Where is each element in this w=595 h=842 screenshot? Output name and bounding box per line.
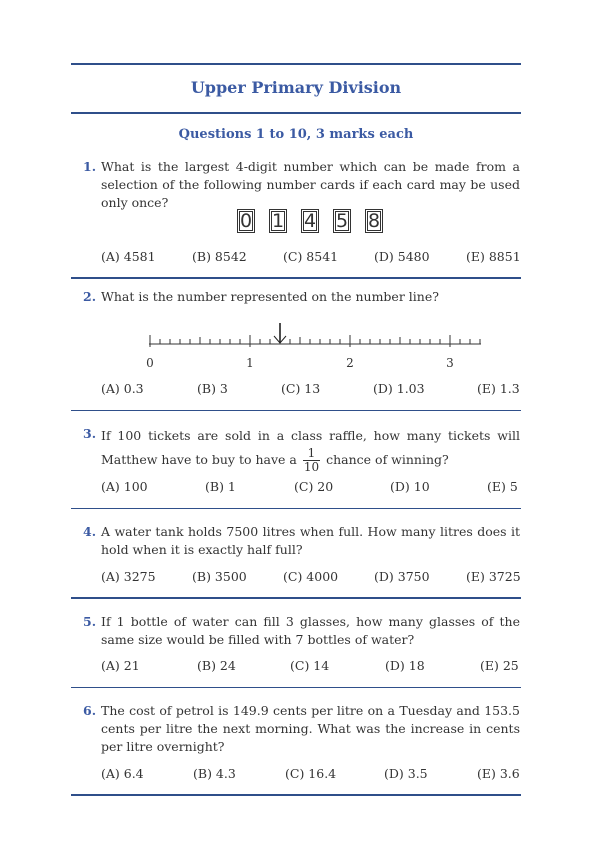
option-d[interactable]: (D) 1.03	[373, 381, 425, 396]
top-rule	[71, 63, 521, 65]
option-a[interactable]: (A) 0.3	[101, 381, 144, 396]
option-e[interactable]: (E) 5	[487, 479, 518, 494]
option-c[interactable]: (C) 16.4	[285, 766, 337, 781]
option-e[interactable]: (E) 3.6	[477, 766, 520, 781]
bottom-rule	[71, 794, 521, 796]
question-number: 2.	[83, 289, 97, 304]
option-a[interactable]: (A) 21	[101, 658, 140, 673]
question-number: 5.	[83, 614, 97, 629]
question-number: 4.	[83, 524, 97, 539]
option-a[interactable]: (A) 100	[101, 479, 148, 494]
option-e[interactable]: (E) 25	[480, 658, 519, 673]
question-number: 6.	[83, 703, 97, 718]
fraction-denominator: 10	[303, 460, 320, 474]
option-c[interactable]: (C) 13	[281, 381, 321, 396]
question-text-after: chance of winning?	[326, 452, 449, 467]
option-c[interactable]: (C) 14	[290, 658, 330, 673]
option-e[interactable]: (E) 1.3	[477, 381, 520, 396]
question-text	[101, 425, 520, 474]
number-card: 4	[301, 209, 319, 233]
number-line	[131, 318, 491, 376]
option-d[interactable]: (D) 3.5	[384, 766, 428, 781]
number-line-label: 2	[346, 356, 354, 370]
option-d[interactable]: (D) 10	[390, 479, 430, 494]
question-number: 1.	[83, 159, 97, 174]
option-c[interactable]: (C) 8541	[283, 249, 339, 264]
section-subheading: Questions 1 to 10, 3 marks each	[178, 127, 414, 142]
number-line-label: 1	[246, 356, 254, 370]
question-divider	[71, 277, 521, 279]
question-number: 3.	[83, 426, 97, 441]
question-text: What is the number represented on the number line?	[101, 289, 439, 304]
division-title: Upper Primary Division	[190, 78, 402, 97]
question-divider	[71, 597, 521, 599]
number-card: 1	[269, 209, 287, 233]
question-text: If 1 bottle of water can fill 3 glasses, how many glasses of the same size would be filled with 7 bottles of water?	[101, 614, 520, 647]
question-text: What is the largest 4-digit number which can be made from a selection of the following number cards if each card may be used only once?	[101, 159, 520, 210]
option-b[interactable]: (B) 1	[205, 479, 236, 494]
option-b[interactable]: (B) 4.3	[193, 766, 236, 781]
number-card: 0	[237, 209, 255, 233]
option-b[interactable]: (B) 24	[197, 658, 236, 673]
option-a[interactable]: (A) 3275	[101, 569, 156, 584]
number-card: 5	[333, 209, 351, 233]
number-line-label: 3	[446, 356, 454, 370]
fraction-numerator: 1	[303, 447, 320, 461]
option-b[interactable]: (B) 3	[197, 381, 228, 396]
option-a[interactable]: (A) 6.4	[101, 766, 144, 781]
option-b[interactable]: (B) 8542	[192, 249, 247, 264]
question-text: A water tank holds 7500 litres when full. How many litres does it hold when it is exactly half full?	[101, 524, 520, 557]
number-line-label: 0	[146, 356, 154, 370]
question-text: The cost of petrol is 149.9 cents per litre on a Tuesday and 153.5 cents per litre the next morning. What was the increase in cents per litre overnight?	[101, 703, 520, 754]
fraction	[303, 447, 320, 474]
question-divider	[71, 687, 521, 688]
exam-page	[71, 0, 521, 842]
option-e[interactable]: (E) 8851	[466, 249, 521, 264]
option-e[interactable]: (E) 3725	[466, 569, 521, 584]
option-d[interactable]: (D) 3750	[374, 569, 430, 584]
option-c[interactable]: (C) 4000	[283, 569, 339, 584]
option-a[interactable]: (A) 4581	[101, 249, 156, 264]
question-text-before: If 100 tickets are sold in a class raffle, how many tickets will Matthew have to buy to have a	[101, 428, 520, 467]
title-rule	[71, 112, 521, 114]
option-d[interactable]: (D) 5480	[374, 249, 430, 264]
number-cards	[237, 209, 427, 235]
question-divider	[71, 508, 521, 509]
number-card: 8	[365, 209, 383, 233]
option-c[interactable]: (C) 20	[294, 479, 334, 494]
option-d[interactable]: (D) 18	[385, 658, 425, 673]
option-b[interactable]: (B) 3500	[192, 569, 247, 584]
question-divider	[71, 410, 521, 411]
